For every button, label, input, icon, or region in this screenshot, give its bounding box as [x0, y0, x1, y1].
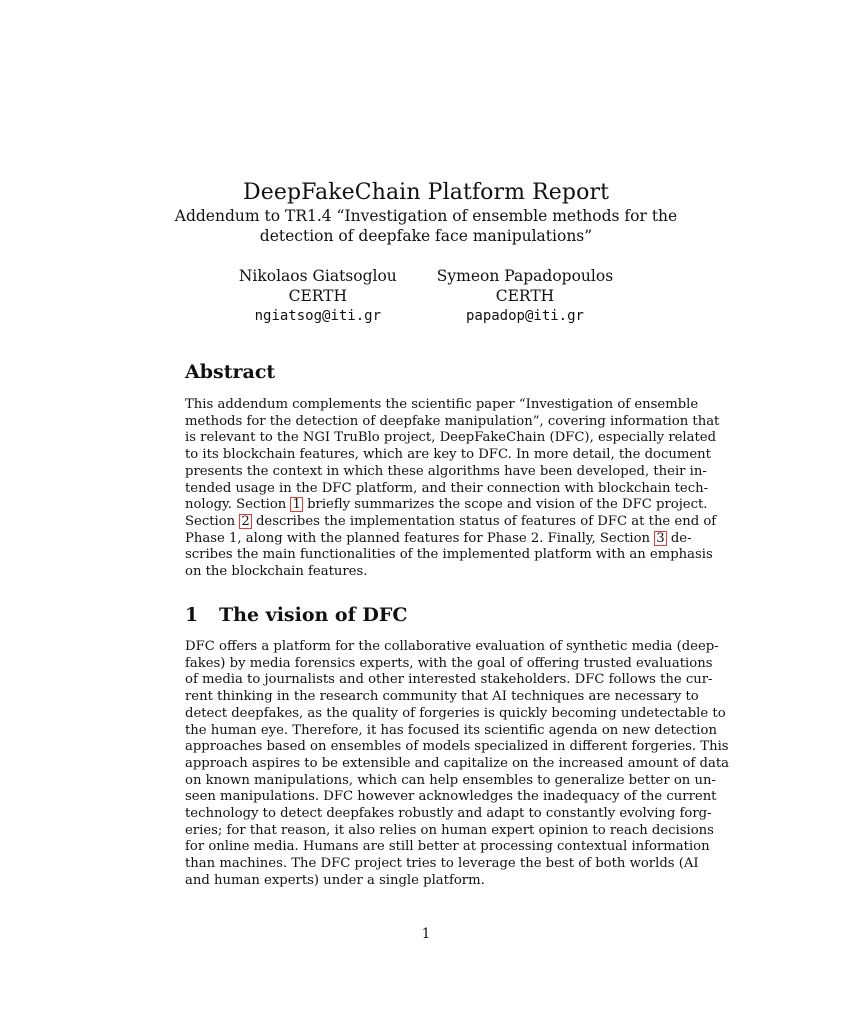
author-1 [239, 266, 397, 326]
abstract-line [185, 497, 708, 514]
abstract-text: Section [185, 513, 240, 529]
abstract-text: Phase 1, along with the planned features for Phase 2. Finally, Section [185, 530, 655, 546]
section-number: 1 [185, 604, 199, 626]
abstract-line: tended usage in the DFC platform, and their connection with blockchain tech- [185, 480, 709, 496]
body-line: fakes) by media forensics experts, with the goal of offering trusted evaluations [185, 655, 713, 671]
section-3-link[interactable]: 3 [656, 530, 665, 546]
body-line: than machines. The DFC project tries to leverage the best of both worlds (AI [185, 856, 699, 872]
abstract-line: methods for the detection of deepfake manipulation”, covering information that [185, 413, 720, 429]
body-line: approaches based on ensembles of models specialized in different forgeries. This [185, 739, 729, 755]
body-line: seen manipulations. DFC however acknowledges the inadequacy of the current [185, 789, 717, 805]
body-line: on known manipulations, which can help ensembles to generalize better on un- [185, 772, 716, 788]
subtitle-line-2: detection of deepfake face manipulations” [259, 227, 593, 245]
abstract-line [185, 530, 692, 548]
author-block [0, 266, 852, 326]
body-line: technology to detect deepfakes robustly and adapt to constantly evolving forg- [185, 806, 712, 822]
section-heading [185, 603, 407, 627]
section-1-body [185, 639, 730, 890]
section-title: The vision of DFC [219, 604, 408, 626]
body-line: for online media. Humans are still better at processing contextual information [185, 839, 710, 855]
paper-title: DeepFakeChain Platform Report [242, 180, 610, 205]
body-line: rent thinking in the research community that AI techniques are necessary to [185, 689, 699, 705]
body-line: the human eye. Therefore, it has focused its scientific agenda on new detection [185, 722, 717, 738]
author-name: Symeon Papadopoulos [436, 267, 614, 285]
author-email: papadop@iti.gr [465, 308, 584, 324]
body-line: detect deepfakes, as the quality of forgeries is quickly becoming undetectable to [185, 705, 726, 721]
abstract-line: is relevant to the NGI TruBlo project, DeepFakeChain (DFC), especially related [185, 430, 717, 446]
abstract-line: This addendum complements the scientific paper “Investigation of ensemble [185, 397, 699, 412]
abstract-text: describes the implementation status of features of DFC at the end of [251, 513, 717, 529]
section-2-link[interactable]: 2 [241, 513, 250, 529]
abstract-text: de- [666, 530, 692, 546]
author-email: ngiatsog@iti.gr [254, 308, 382, 324]
abstract-line [185, 513, 717, 531]
page-number: 1 [421, 926, 431, 942]
section-1-link[interactable]: 1 [292, 497, 301, 513]
abstract-text: nology. Section [185, 497, 291, 513]
abstract-line: presents the context in which these algorithms have been developed, their in- [185, 463, 707, 479]
author-affiliation: CERTH [288, 287, 348, 305]
abstract-heading: Abstract [185, 361, 276, 383]
body-line: DFC offers a platform for the collaborative evaluation of synthetic media (deep- [185, 639, 719, 654]
abstract-body [185, 397, 720, 581]
abstract-text: briefly summarizes the scope and vision of the DFC project. [302, 497, 708, 513]
body-line: approach aspires to be extensible and capitalize on the increased amount of data [185, 755, 730, 771]
author-affiliation: CERTH [495, 287, 555, 305]
author-name: Nikolaos Giatsoglou [238, 267, 397, 285]
abstract-line: on the blockchain features. [185, 564, 368, 580]
abstract-line: to its blockchain features, which are key to DFC. In more detail, the document [185, 447, 711, 463]
body-line: and human experts) under a single platform. [185, 872, 485, 888]
author-2 [437, 266, 613, 326]
abstract-line: scribes the main functionalities of the implemented platform with an emphasis [185, 547, 713, 563]
subtitle-line-1: Addendum to TR1.4 “Investigation of ensemble methods for the [174, 207, 678, 225]
paper-subtitle [150, 206, 702, 246]
body-line: eries; for that reason, it also relies on human expert opinion to reach decisions [185, 822, 714, 838]
body-line: of media to journalists and other interested stakeholders. DFC follows the cur- [185, 672, 713, 688]
